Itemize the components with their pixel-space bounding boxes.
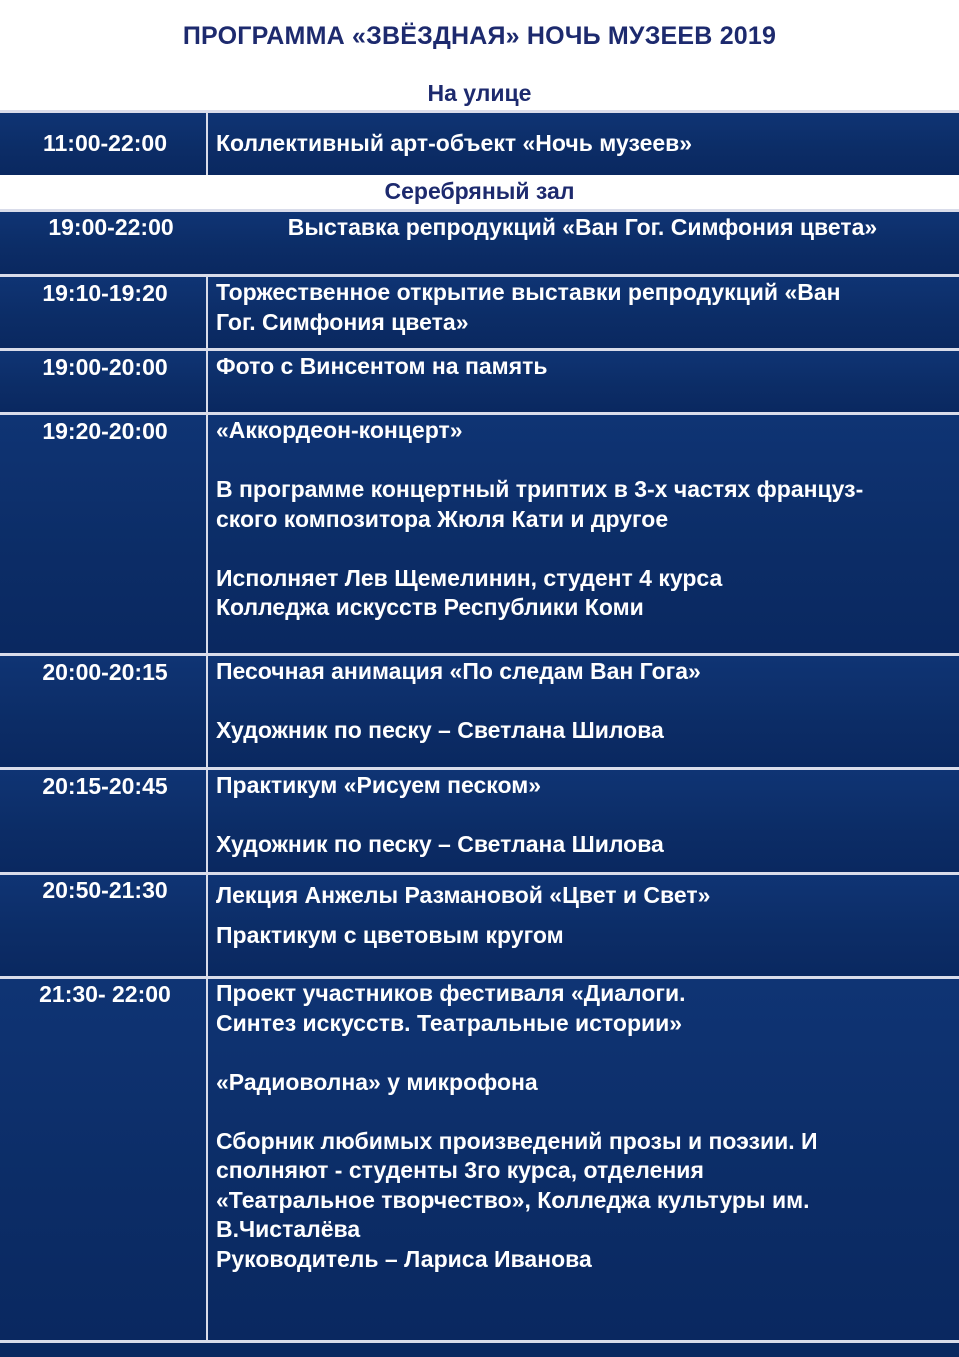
schedule-row [0,212,959,274]
schedule-row [0,351,959,412]
time-cell [4,277,208,348]
section-heading-street: На улице [427,80,532,106]
event-detail: «Радиоволна» у микрофона [216,1068,538,1095]
event-cell [216,415,945,653]
time-label: 20:50-21:30 [42,877,168,903]
time-label: 20:15-20:45 [42,773,168,799]
event-detail: Сборник любимых произведений прозы и поэзии. И сполняют - студенты 3го курса, отделения «Театральное творчество», Колледжа культуры им. В.Чисталёва Руководитель – Лариса Иванова [216,1127,818,1272]
event-detail: Художник по песку – Светлана Шилова [216,831,664,857]
event-detail: Художник по песку – Светлана Шилова [216,717,664,743]
event-cell [206,212,959,274]
time-label: 11:00-22:00 [42,130,168,156]
event-detail: Исполняет Лев Щемелинин, студент 4 курса Колледжа искусств Республики Коми [216,564,723,620]
time-label: 19:10-19:20 [42,280,168,306]
schedule-row [0,875,959,976]
footer-band [0,1343,959,1357]
event-title: Фото с Винсентом на память [216,353,548,379]
section-heading-hall: Серебряный зал [384,178,575,204]
page-title: ПРОГРАММА «ЗВЁЗДНАЯ» НОЧЬ МУЗЕЕВ 2019 [182,22,777,50]
event-cell [216,875,945,976]
event-title: Проект участников фестиваля «Диалоги. Синтез искусств. Театральные истории» [216,980,686,1036]
schedule-row [0,770,959,872]
event-detail: Практикум с цветовым кругом [216,922,564,948]
time-label: 21:30- 22:00 [39,981,171,1007]
schedule-row [0,979,959,1343]
time-cell [4,979,208,1343]
schedule-row [0,113,959,175]
time-cell [4,351,208,412]
time-cell [4,113,208,175]
time-label: 20:00-20:15 [42,659,168,685]
event-title: Практикум «Рисуем песком» [216,772,542,798]
time-label: 19:00-20:00 [42,354,168,380]
event-title: Коллективный арт-объект «Ночь музеев» [216,130,693,156]
event-detail: В программе концертный триптих в 3-х частях француз- ского композитора Жюля Кати и другое [216,476,864,532]
schedule-row [0,656,959,767]
event-title: «Аккордеон-концерт» [216,417,463,443]
event-title: Выставка репродукций «Ван Гог. Симфония цвета» [287,214,878,240]
time-label: 19:20-20:00 [42,418,168,444]
time-cell [4,875,208,976]
time-cell [4,415,208,653]
event-cell [216,113,945,175]
event-cell [216,770,945,872]
event-cell [216,656,945,767]
schedule-row [0,415,959,653]
event-title: Торжественное открытие выставки репродукций «Ван Гог. Симфония цвета» [216,279,841,335]
time-cell [4,656,208,767]
schedule-row [0,277,959,348]
event-title: Песочная анимация «По следам Ван Гога» [216,658,701,684]
event-cell [216,979,945,1343]
event-cell [216,277,945,348]
time-label: 19:00-22:00 [48,214,174,240]
event-title: Лекция Анжелы Размановой «Цвет и Свет» [216,882,711,908]
event-cell [216,351,945,412]
time-cell [4,212,206,274]
time-cell [4,770,208,872]
